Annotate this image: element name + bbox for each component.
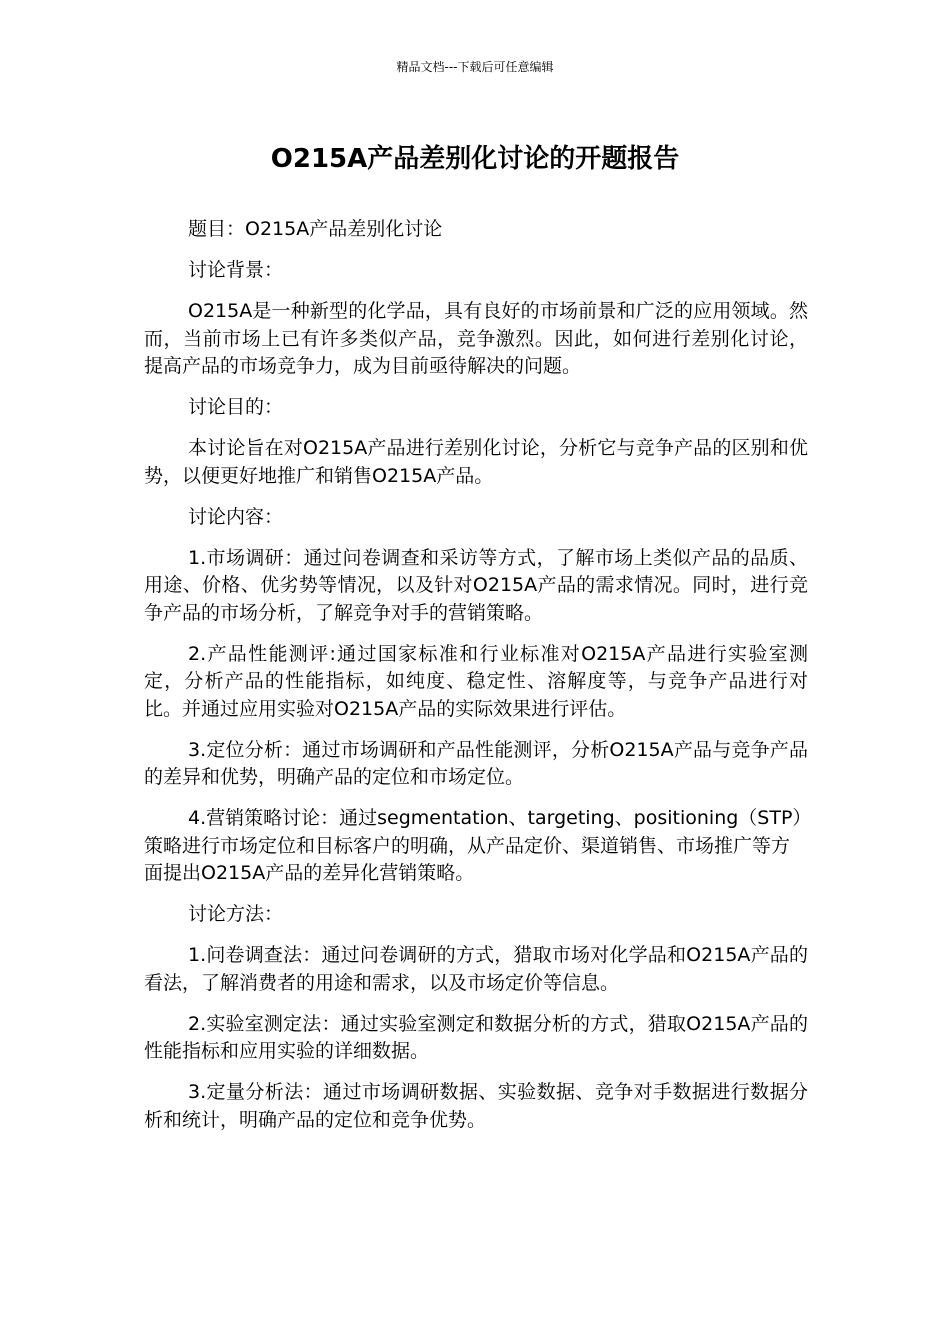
paragraph-topic: 题目：O215A产品差别化讨论 [188, 218, 443, 240]
paragraph-content-2: 2.产品性能测评:通过国家标准和行业标准对O215A产品进行实验室测定，分析产品的性能指标，如纯度、稳定性、溶解度等，与竞争产品进行对比。并通过应用实验对O215A产品的实际效果进行评估。 [144, 642, 808, 720]
paragraph-background: O215A是一种新型的化学品，具有良好的市场前景和广泛的应用领域。然而，当前市场上已有许多类似产品，竞争激烈。因此，如何进行差别化讨论，提高产品的市场竞争力，成为目前亟待解决的问题。 [144, 300, 808, 377]
paragraph-content-heading: 讨论内容： [188, 505, 284, 528]
paragraph-background-heading: 讨论背景： [188, 259, 284, 281]
paragraph-purpose-heading: 讨论目的： [188, 396, 284, 418]
header-note: 精品文档---下载后可任意编辑 [396, 60, 554, 74]
paragraph-method-3: 3.定量分析法：通过市场调研数据、实验数据、竞争对手数据进行数据分析和统计，明确产品的定位和竞争优势。 [144, 1081, 808, 1131]
paragraph-method-heading: 讨论方法： [188, 903, 284, 925]
paragraph-content-4: 4.营销策略讨论：通过segmentation、targeting、positioning（STP）策略进行市场定位和目标客户的明确，从产品定价、渠道销售、市场推广等方面提出O215A产品的差异化营销策略。 [144, 807, 802, 884]
paragraph-content-3: 3.定位分析：通过市场调研和产品性能测评，分析O215A产品与竞争产品的差异和优势，明确产品的定位和市场定位。 [144, 738, 808, 788]
paragraph-purpose: 本讨论旨在对O215A产品进行差别化讨论，分析它与竞争产品的区别和优势，以便更好地推广和销售O215A产品。 [144, 437, 808, 487]
document-title: O215A产品差别化讨论的开题报告 [270, 144, 680, 174]
document-body [144, 216, 808, 1148]
paragraph-method-2: 2.实验室测定法：通过实验室测定和数据分析的方式，猎取O215A产品的性能指标和应用实验的详细数据。 [144, 1012, 808, 1062]
paragraph-content-1: 1.市场调研：通过问卷调查和采访等方式，了解市场上类似产品的品质、用途、价格、优劣势等情况，以及针对O215A产品的需求情况。同时，进行竞争产品的市场分析，了解竞争对手的营销策略。 [144, 546, 808, 624]
paragraph-method-1: 1.问卷调查法：通过问卷调研的方式，猎取市场对化学品和O215A产品的看法，了解消费者的用途和需求，以及市场定价等信息。 [144, 944, 808, 994]
